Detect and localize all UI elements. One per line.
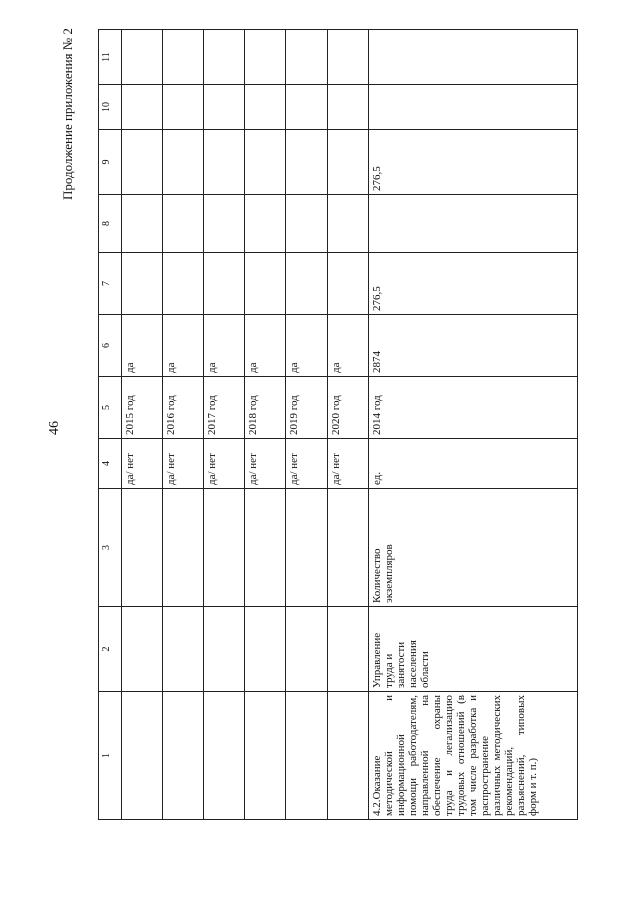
- year-cell: 2015 год: [121, 377, 162, 439]
- table-cell: [286, 253, 327, 315]
- table-cell: [121, 130, 162, 195]
- year-cell: 2019 год: [286, 377, 327, 439]
- value-cell: [368, 195, 577, 253]
- value-cell: 2874: [368, 315, 577, 377]
- header-cell: 5: [99, 377, 122, 439]
- year-cell: 2018 год: [245, 377, 286, 439]
- table-cell: [245, 85, 286, 130]
- table-row: [204, 30, 245, 820]
- measure-description-cell: 4.2.Оказание методической и информационной помощи работодателям, направленной на обеспечение охраны труда и легализацию трудовых отношений (в том числе разработка и распространение различных методических рекомендаций, разъяснений, типовых форм и т. п.): [368, 692, 577, 820]
- value-cell: да: [121, 315, 162, 377]
- table-cell: [286, 85, 327, 130]
- table-cell: [245, 692, 286, 820]
- value-cell: да: [163, 315, 204, 377]
- header-cell: 6: [99, 315, 122, 377]
- table-cell: [327, 85, 368, 130]
- table-cell: [163, 607, 204, 692]
- page-number: 46: [47, 421, 62, 435]
- table-cell: [286, 195, 327, 253]
- table-cell: [204, 692, 245, 820]
- table-row: [245, 30, 286, 820]
- table-cell: [286, 692, 327, 820]
- unit-cell: да/ нет: [204, 439, 245, 489]
- header-cell: 10: [99, 85, 122, 130]
- table-row: [163, 30, 204, 820]
- appendix-table-wrap: [98, 30, 578, 820]
- table-cell: [245, 253, 286, 315]
- table-cell: [327, 30, 368, 85]
- value-cell: 276,5: [368, 130, 577, 195]
- continuation-label: Продолжение приложения № 2: [60, 28, 75, 200]
- table-cell: [163, 489, 204, 607]
- table-row: [327, 30, 368, 820]
- table-cell: [327, 130, 368, 195]
- value-cell: да: [204, 315, 245, 377]
- table-cell: [327, 489, 368, 607]
- value-cell: да: [245, 315, 286, 377]
- table-cell: [286, 30, 327, 85]
- header-row: [99, 30, 122, 820]
- value-cell: [368, 30, 577, 85]
- header-cell: 1: [99, 692, 122, 820]
- header-cell: 4: [99, 439, 122, 489]
- header-cell: 8: [99, 195, 122, 253]
- header-cell: 3: [99, 489, 122, 607]
- table-cell: [245, 489, 286, 607]
- table-cell: [327, 253, 368, 315]
- table-cell: [204, 30, 245, 85]
- table-cell: [121, 195, 162, 253]
- unit-cell: да/ нет: [121, 439, 162, 489]
- year-cell: 2017 год: [204, 377, 245, 439]
- table-cell: [163, 130, 204, 195]
- table-cell: [204, 130, 245, 195]
- value-cell: [368, 85, 577, 130]
- header-cell: 7: [99, 253, 122, 315]
- table-cell: [121, 692, 162, 820]
- table-cell: [163, 692, 204, 820]
- value-cell: да: [327, 315, 368, 377]
- table-cell: [204, 253, 245, 315]
- value-cell: да: [286, 315, 327, 377]
- table-cell: [327, 195, 368, 253]
- responsible-cell: Управление труда и занятости населения области: [368, 607, 577, 692]
- year-cell: 2020 год: [327, 377, 368, 439]
- unit-cell: да/ нет: [163, 439, 204, 489]
- unit-cell: да/ нет: [286, 439, 327, 489]
- table-cell: [163, 85, 204, 130]
- value-cell: 276,5: [368, 253, 577, 315]
- table-cell: [245, 130, 286, 195]
- table-cell: [163, 253, 204, 315]
- table-cell: [204, 195, 245, 253]
- header-cell: 2: [99, 607, 122, 692]
- unit-cell: да/ нет: [327, 439, 368, 489]
- table-cell: [245, 195, 286, 253]
- table-row: [121, 30, 162, 820]
- table-cell: [286, 607, 327, 692]
- table-cell: [163, 30, 204, 85]
- table-cell: [327, 692, 368, 820]
- table-cell: [204, 489, 245, 607]
- table-cell: [327, 607, 368, 692]
- table-cell: [286, 489, 327, 607]
- table-cell: [245, 607, 286, 692]
- header-cell: 9: [99, 130, 122, 195]
- table-cell: [121, 253, 162, 315]
- indicator-cell: Количество экземпляров: [368, 489, 577, 607]
- table-row: [286, 30, 327, 820]
- unit-cell: ед.: [368, 439, 577, 489]
- table-cell: [204, 85, 245, 130]
- unit-cell: да/ нет: [245, 439, 286, 489]
- table-cell: [204, 607, 245, 692]
- table-cell: [121, 85, 162, 130]
- table-cell: [121, 607, 162, 692]
- appendix-table: [98, 29, 578, 820]
- header-cell: 11: [99, 30, 122, 85]
- table-cell: [245, 30, 286, 85]
- table-cell: [286, 130, 327, 195]
- year-cell: 2014 год: [368, 377, 577, 439]
- table-cell: [121, 30, 162, 85]
- table-cell: [121, 489, 162, 607]
- table-cell: [163, 195, 204, 253]
- year-cell: 2016 год: [163, 377, 204, 439]
- table-row-main: [368, 30, 577, 820]
